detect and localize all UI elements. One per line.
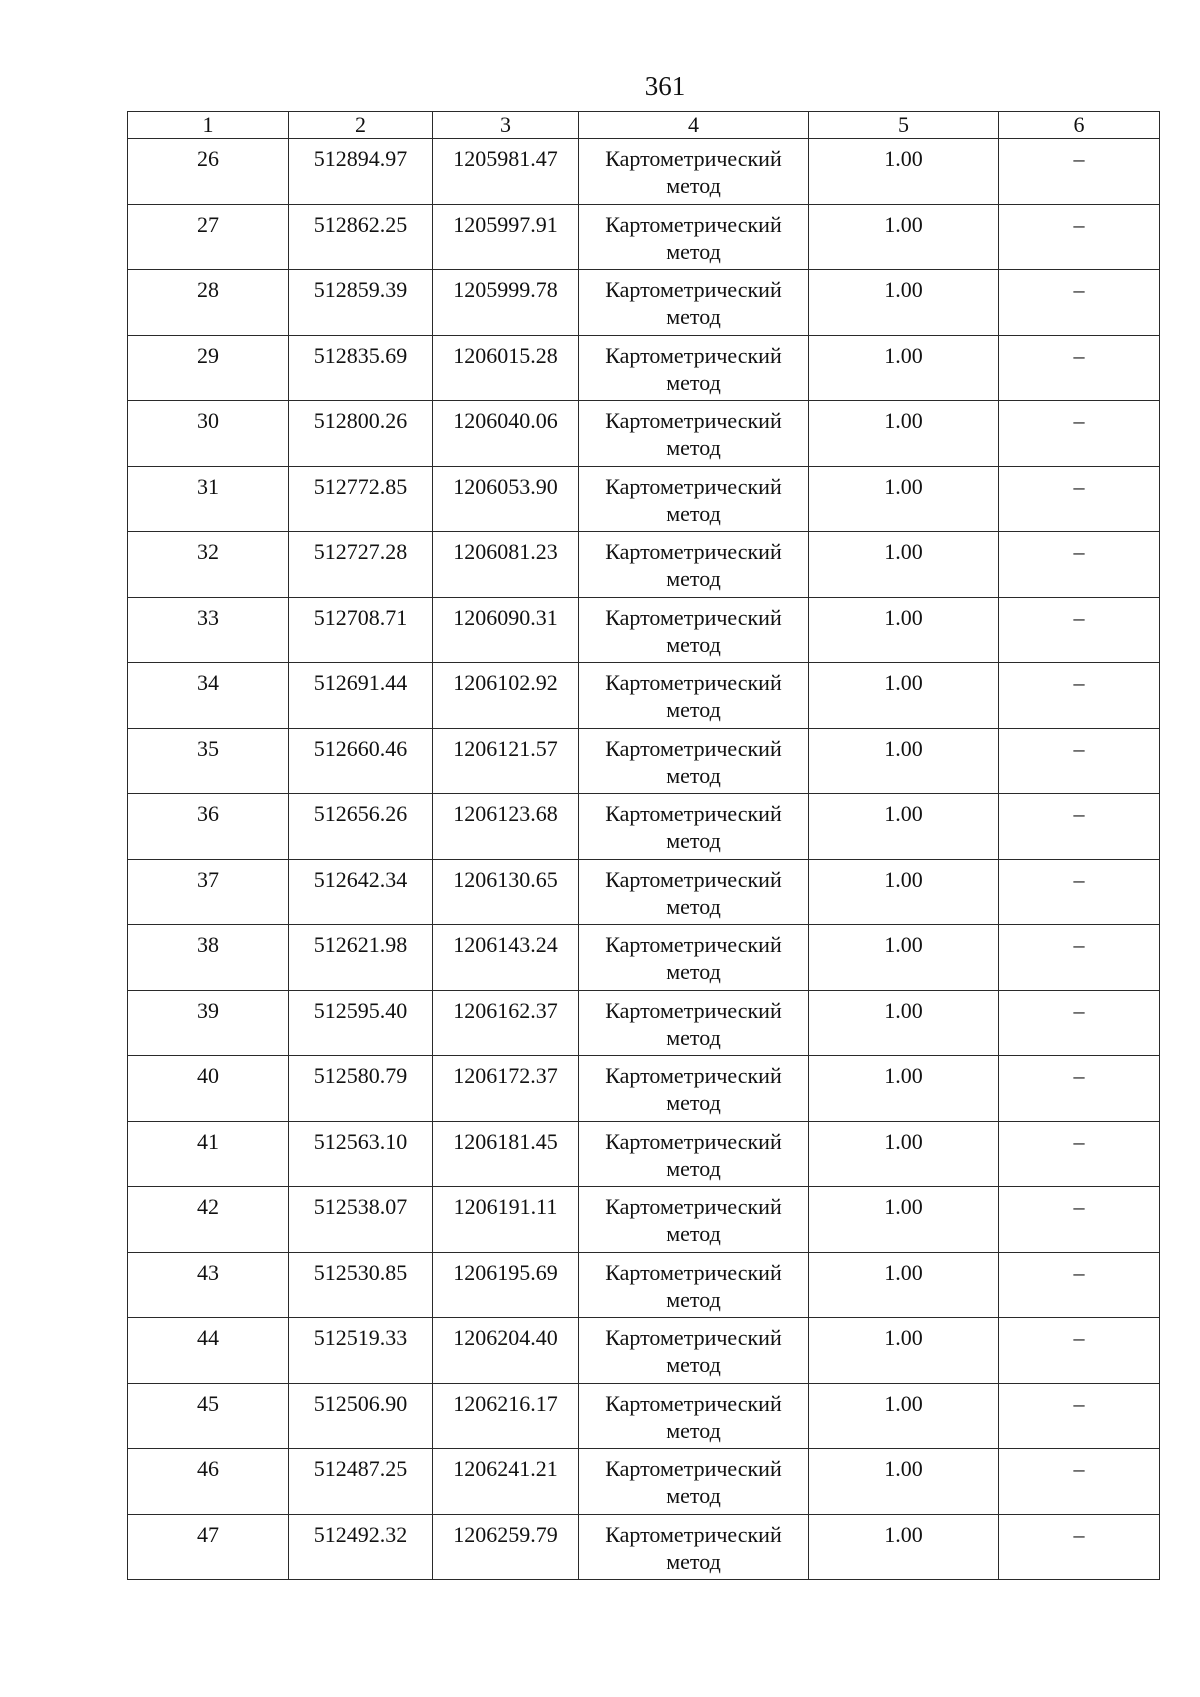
method-label: Картометрический (605, 604, 782, 630)
table-row (128, 990, 1160, 1056)
point-number-cell: 46 (128, 1449, 289, 1515)
x-coordinate-cell: 512859.39 (289, 270, 433, 336)
note-cell: – (999, 1318, 1160, 1384)
method-label: Картометрический (605, 1325, 782, 1350)
x-coordinate-cell: 512691.44 (289, 663, 433, 729)
method-label-continuation: метод (666, 959, 721, 984)
method-label-continuation: метод (666, 238, 721, 264)
table-row (128, 728, 1160, 794)
coordinates-table (127, 111, 1160, 1580)
table-row (128, 1514, 1160, 1580)
accuracy-cell: 1.00 (809, 663, 999, 729)
x-coordinate-cell: 512642.34 (289, 859, 433, 925)
table-row (128, 925, 1160, 991)
method-cell (579, 663, 809, 729)
method-label-continuation: метод (666, 1221, 721, 1246)
method-label-continuation: метод (666, 1155, 721, 1181)
method-label: Картометрический (605, 539, 782, 564)
method-label: Картометрический (605, 408, 782, 433)
table-row (128, 139, 1160, 205)
method-label: Картометрический (605, 1521, 782, 1547)
x-coordinate-cell: 512835.69 (289, 335, 433, 401)
point-number-cell: 39 (128, 990, 289, 1056)
point-number-cell: 45 (128, 1383, 289, 1449)
x-coordinate-cell: 512727.28 (289, 532, 433, 598)
note-cell: – (999, 925, 1160, 991)
method-label: Картометрический (605, 473, 782, 499)
method-label-continuation: метод (666, 828, 721, 853)
method-cell (579, 859, 809, 925)
method-label-continuation: метод (666, 173, 721, 198)
method-label-continuation: метод (666, 1352, 721, 1377)
accuracy-cell: 1.00 (809, 1252, 999, 1318)
y-coordinate-cell: 1206090.31 (433, 597, 579, 663)
accuracy-cell: 1.00 (809, 1187, 999, 1253)
accuracy-cell: 1.00 (809, 270, 999, 336)
note-cell: – (999, 990, 1160, 1056)
x-coordinate-cell: 512580.79 (289, 1056, 433, 1122)
x-coordinate-cell: 512492.32 (289, 1514, 433, 1580)
x-coordinate-cell: 512563.10 (289, 1121, 433, 1187)
page-number: 361 (644, 71, 686, 101)
method-label-continuation: метод (666, 369, 721, 395)
point-number-cell: 40 (128, 1056, 289, 1122)
method-cell (579, 1514, 809, 1580)
point-number-cell: 29 (128, 335, 289, 401)
point-number-cell: 43 (128, 1252, 289, 1318)
y-coordinate-cell: 1206081.23 (433, 532, 579, 598)
method-cell (579, 335, 809, 401)
method-label: Картометрический (605, 1063, 782, 1088)
note-cell: – (999, 1252, 1160, 1318)
method-cell (579, 597, 809, 663)
point-number-cell: 30 (128, 401, 289, 467)
method-label: Картометрический (605, 866, 782, 892)
point-number-cell: 37 (128, 859, 289, 925)
y-coordinate-cell: 1205981.47 (433, 139, 579, 205)
column-header: 1 (128, 112, 289, 139)
table-header-row (128, 112, 1160, 139)
method-label-continuation: метод (666, 304, 721, 329)
accuracy-cell: 1.00 (809, 597, 999, 663)
y-coordinate-cell: 1206102.92 (433, 663, 579, 729)
table-row (128, 1383, 1160, 1449)
point-number-cell: 27 (128, 204, 289, 270)
y-coordinate-cell: 1205999.78 (433, 270, 579, 336)
method-cell (579, 1121, 809, 1187)
accuracy-cell: 1.00 (809, 335, 999, 401)
note-cell: – (999, 597, 1160, 663)
x-coordinate-cell: 512487.25 (289, 1449, 433, 1515)
note-cell: – (999, 1449, 1160, 1515)
method-label: Картометрический (605, 342, 782, 368)
y-coordinate-cell: 1206191.11 (433, 1187, 579, 1253)
y-coordinate-cell: 1206040.06 (433, 401, 579, 467)
x-coordinate-cell: 512708.71 (289, 597, 433, 663)
point-number-cell: 34 (128, 663, 289, 729)
x-coordinate-cell: 512519.33 (289, 1318, 433, 1384)
y-coordinate-cell: 1206053.90 (433, 466, 579, 532)
y-coordinate-cell: 1205997.91 (433, 204, 579, 270)
accuracy-cell: 1.00 (809, 794, 999, 860)
y-coordinate-cell: 1206241.21 (433, 1449, 579, 1515)
accuracy-cell: 1.00 (809, 1318, 999, 1384)
method-label-continuation: метод (666, 697, 721, 722)
y-coordinate-cell: 1206204.40 (433, 1318, 579, 1384)
point-number-cell: 31 (128, 466, 289, 532)
table-row (128, 335, 1160, 401)
method-cell (579, 990, 809, 1056)
method-label-continuation: метод (666, 631, 721, 657)
x-coordinate-cell: 512538.07 (289, 1187, 433, 1253)
method-label: Картометрический (605, 997, 782, 1023)
accuracy-cell: 1.00 (809, 204, 999, 270)
y-coordinate-cell: 1206195.69 (433, 1252, 579, 1318)
x-coordinate-cell: 512894.97 (289, 139, 433, 205)
method-cell (579, 1187, 809, 1253)
note-cell: – (999, 663, 1160, 729)
note-cell: – (999, 794, 1160, 860)
table-row (128, 532, 1160, 598)
x-coordinate-cell: 512800.26 (289, 401, 433, 467)
method-label-continuation: метод (666, 435, 721, 460)
table-row (128, 859, 1160, 925)
point-number-cell: 26 (128, 139, 289, 205)
method-label: Картометрический (605, 670, 782, 695)
method-label-continuation: метод (666, 566, 721, 591)
method-label-continuation: метод (666, 1483, 721, 1508)
x-coordinate-cell: 512656.26 (289, 794, 433, 860)
table-row (128, 270, 1160, 336)
note-cell: – (999, 1056, 1160, 1122)
point-number-cell: 41 (128, 1121, 289, 1187)
point-number-cell: 47 (128, 1514, 289, 1580)
note-cell: – (999, 532, 1160, 598)
x-coordinate-cell: 512660.46 (289, 728, 433, 794)
column-header: 6 (999, 112, 1160, 139)
method-label: Картометрический (605, 801, 782, 826)
column-header: 5 (809, 112, 999, 139)
note-cell: – (999, 401, 1160, 467)
method-label-continuation: метод (666, 500, 721, 526)
note-cell: – (999, 335, 1160, 401)
method-cell (579, 139, 809, 205)
accuracy-cell: 1.00 (809, 1056, 999, 1122)
method-cell (579, 1449, 809, 1515)
y-coordinate-cell: 1206216.17 (433, 1383, 579, 1449)
accuracy-cell: 1.00 (809, 401, 999, 467)
y-coordinate-cell: 1206162.37 (433, 990, 579, 1056)
note-cell: – (999, 1383, 1160, 1449)
accuracy-cell: 1.00 (809, 728, 999, 794)
table-row (128, 794, 1160, 860)
method-label: Картометрический (605, 1456, 782, 1481)
table-row (128, 1449, 1160, 1515)
note-cell: – (999, 1187, 1160, 1253)
method-label: Картометрический (605, 1259, 782, 1285)
y-coordinate-cell: 1206259.79 (433, 1514, 579, 1580)
method-cell (579, 794, 809, 860)
method-cell (579, 270, 809, 336)
method-cell (579, 466, 809, 532)
y-coordinate-cell: 1206172.37 (433, 1056, 579, 1122)
accuracy-cell: 1.00 (809, 1121, 999, 1187)
x-coordinate-cell: 512595.40 (289, 990, 433, 1056)
method-label-continuation: метод (666, 1090, 721, 1115)
method-label-continuation: метод (666, 762, 721, 788)
y-coordinate-cell: 1206123.68 (433, 794, 579, 860)
accuracy-cell: 1.00 (809, 1449, 999, 1515)
method-label: Картометрический (605, 211, 782, 237)
method-label: Картометрический (605, 932, 782, 957)
table-row (128, 1252, 1160, 1318)
note-cell: – (999, 859, 1160, 925)
note-cell: – (999, 139, 1160, 205)
y-coordinate-cell: 1206181.45 (433, 1121, 579, 1187)
method-label-continuation: метод (666, 1417, 721, 1443)
column-header: 3 (433, 112, 579, 139)
accuracy-cell: 1.00 (809, 859, 999, 925)
point-number-cell: 42 (128, 1187, 289, 1253)
method-label-continuation: метод (666, 1286, 721, 1312)
accuracy-cell: 1.00 (809, 139, 999, 205)
table-row (128, 663, 1160, 729)
table-row (128, 1318, 1160, 1384)
x-coordinate-cell: 512530.85 (289, 1252, 433, 1318)
accuracy-cell: 1.00 (809, 1383, 999, 1449)
method-label: Картометрический (605, 1390, 782, 1416)
method-label: Картометрический (605, 1194, 782, 1219)
method-cell (579, 1252, 809, 1318)
method-cell (579, 204, 809, 270)
point-number-cell: 38 (128, 925, 289, 991)
accuracy-cell: 1.00 (809, 466, 999, 532)
method-cell (579, 532, 809, 598)
accuracy-cell: 1.00 (809, 532, 999, 598)
method-cell (579, 728, 809, 794)
accuracy-cell: 1.00 (809, 1514, 999, 1580)
y-coordinate-cell: 1206130.65 (433, 859, 579, 925)
note-cell: – (999, 270, 1160, 336)
x-coordinate-cell: 512621.98 (289, 925, 433, 991)
table-row (128, 1121, 1160, 1187)
method-label-continuation: метод (666, 1548, 721, 1574)
accuracy-cell: 1.00 (809, 925, 999, 991)
note-cell: – (999, 204, 1160, 270)
table-row (128, 466, 1160, 532)
y-coordinate-cell: 1206121.57 (433, 728, 579, 794)
method-cell (579, 1318, 809, 1384)
point-number-cell: 36 (128, 794, 289, 860)
table-row (128, 204, 1160, 270)
x-coordinate-cell: 512506.90 (289, 1383, 433, 1449)
method-cell (579, 1056, 809, 1122)
point-number-cell: 33 (128, 597, 289, 663)
table-row (128, 1056, 1160, 1122)
method-label: Картометрический (605, 735, 782, 761)
point-number-cell: 35 (128, 728, 289, 794)
table-row (128, 401, 1160, 467)
table-body (128, 139, 1160, 1580)
accuracy-cell: 1.00 (809, 990, 999, 1056)
note-cell: – (999, 1514, 1160, 1580)
table-row (128, 1187, 1160, 1253)
note-cell: – (999, 728, 1160, 794)
method-label: Картометрический (605, 1128, 782, 1154)
note-cell: – (999, 1121, 1160, 1187)
column-header: 4 (579, 112, 809, 139)
point-number-cell: 28 (128, 270, 289, 336)
method-label: Картометрический (605, 146, 782, 171)
point-number-cell: 44 (128, 1318, 289, 1384)
x-coordinate-cell: 512772.85 (289, 466, 433, 532)
method-label-continuation: метод (666, 893, 721, 919)
x-coordinate-cell: 512862.25 (289, 204, 433, 270)
method-label: Картометрический (605, 277, 782, 302)
method-cell (579, 1383, 809, 1449)
method-cell (579, 401, 809, 467)
column-header: 2 (289, 112, 433, 139)
y-coordinate-cell: 1206015.28 (433, 335, 579, 401)
method-cell (579, 925, 809, 991)
note-cell: – (999, 466, 1160, 532)
point-number-cell: 32 (128, 532, 289, 598)
table-row (128, 597, 1160, 663)
y-coordinate-cell: 1206143.24 (433, 925, 579, 991)
method-label-continuation: метод (666, 1024, 721, 1050)
